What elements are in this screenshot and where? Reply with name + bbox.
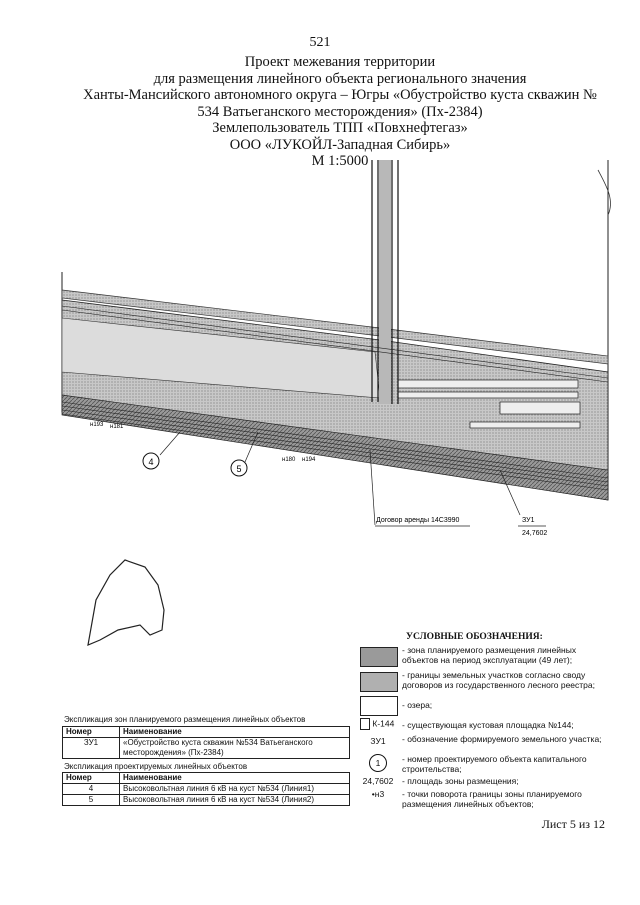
table-cell: Высоковольтная линия 6 кВ на куст №534 (Линия1) <box>120 784 350 795</box>
legend-title: УСЛОВНЫЕ ОБОЗНАЧЕНИЯ: <box>406 632 543 642</box>
title-line: ООО «ЛУКОЙЛ-Западная Сибирь» <box>229 136 451 153</box>
legend-symbol-text: 1 <box>369 754 387 772</box>
legend-item <box>360 754 620 774</box>
title-line: 534 Ватьеганского месторождения» (Пх-2384) <box>197 103 483 120</box>
legend-text: - существующая кустовая площадка №144; <box>402 720 574 730</box>
table-cell: 4 <box>63 784 120 795</box>
legend-swatch-zone <box>360 647 398 667</box>
point-label: н194 <box>302 457 316 463</box>
title-line: Ханты-Мансийского автономного округа – Югры «Обустройство куста скважин № <box>83 87 597 103</box>
legend-item <box>360 718 620 734</box>
sheet-label: Лист 5 из 12 <box>541 817 605 831</box>
leader-line <box>160 432 180 455</box>
table-cell: ЗУ1 <box>63 738 120 759</box>
line-number-label: 5 <box>236 464 242 474</box>
page-number: 521 <box>309 35 331 50</box>
point-label: н181 <box>110 424 124 430</box>
table1 <box>62 726 350 759</box>
table-header-cell: Наименование <box>120 727 350 738</box>
title-line: Проект межевания территории <box>244 54 436 70</box>
river-boundary <box>598 170 611 215</box>
table2 <box>62 772 350 806</box>
legend-symbol-circle <box>360 754 396 772</box>
legend-item <box>360 776 620 788</box>
table-row <box>63 738 350 759</box>
legend-item <box>360 645 620 667</box>
legend-text: - номер проектируемого объекта капитального строительства; <box>402 754 587 774</box>
table-row <box>63 795 350 806</box>
legend-symbol-text: •н3 <box>371 789 385 799</box>
legend-item <box>360 734 620 752</box>
table-cell: «Обустройство куста скважин №534 Ватьеганского месторождения» (Пх-2384) <box>120 738 350 759</box>
table-header <box>63 727 350 738</box>
table-header-cell: Номер <box>63 727 120 738</box>
legend-text: - озера; <box>402 700 433 710</box>
table-header-cell: Наименование <box>120 773 350 784</box>
zone-label: ЗУ1 <box>522 517 535 524</box>
title-line: М 1:5000 <box>311 153 369 169</box>
table-header <box>63 773 350 784</box>
legend-swatch-lake <box>360 696 398 716</box>
title-line: для размещения линейного объекта регионального значения <box>153 70 527 87</box>
zone-area: 24,7602 <box>522 530 548 537</box>
legend-item <box>360 696 620 714</box>
point-label: н180 <box>282 457 296 463</box>
legend-text: - точки поворота границы зоны планируемого размещения линейных объектов; <box>402 789 582 809</box>
table-cell: Высоковольтная линия 6 кВ на куст №534 (Линия2) <box>120 795 350 806</box>
title-line: Землепользователь ТПП «Повхнефтегаз» <box>212 120 468 136</box>
legend-item <box>360 789 620 811</box>
legend-text: - границы земельных участков согласно своду договоров из государственного лесного реестра; <box>402 670 595 690</box>
lake-outline <box>88 560 164 645</box>
table2-caption: Экспликация проектируемых линейных объектов <box>64 762 248 771</box>
road-fill <box>379 160 391 404</box>
point-label: н193 <box>90 422 104 428</box>
line-number-label: 4 <box>148 457 154 467</box>
legend-text: - зона планируемого размещения линейных объектов на период эксплуатации (49 лет); <box>402 645 577 665</box>
lease-label: Договор аренды 14С3990 <box>376 517 460 524</box>
legend-symbol-text: К-144 <box>372 718 395 729</box>
table-cell: 5 <box>63 795 120 806</box>
table1-caption: Экспликация зон планируемого размещения линейных объектов <box>64 715 306 724</box>
legend-swatch-boundary <box>360 672 398 692</box>
table-header-cell: Номер <box>63 773 120 784</box>
legend-symbol-text: 24,7602 <box>362 776 394 786</box>
table-row <box>63 784 350 795</box>
legend-text: - обозначение формируемого земельного участка; <box>402 734 602 744</box>
legend-text: - площадь зоны размещения; <box>402 776 519 786</box>
legend-symbol-text: ЗУ1 <box>370 736 386 746</box>
legend-item <box>360 670 620 692</box>
